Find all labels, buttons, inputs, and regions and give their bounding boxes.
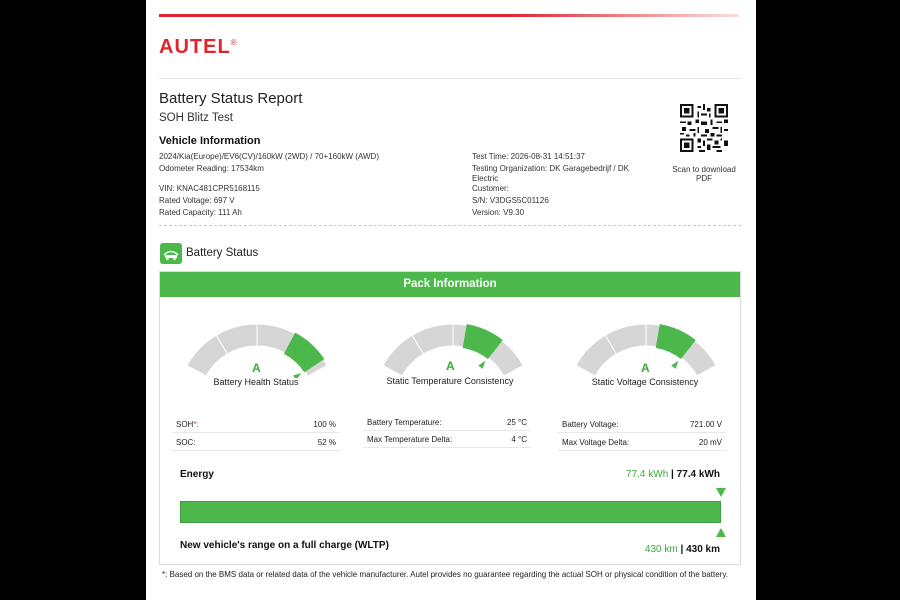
energy-current: 77.4 kWh xyxy=(626,469,669,480)
test-time-line: Test Time: 2026-08-31 14:51:37 xyxy=(472,152,585,161)
footnote: *: Based on the BMS data or related data of the vehicle manufacturer. Autel provides no guarantee regarding the actual SOH or physical condition of the battery. xyxy=(162,570,728,579)
battery-temperature-value: 25 °C xyxy=(506,418,527,427)
max-temperature-delta-label: Max Temperature Delta: xyxy=(367,435,453,444)
top-accent-line xyxy=(159,14,739,17)
range-value: 430 km | 430 km xyxy=(644,544,720,555)
battery-status-title: Battery Status xyxy=(186,247,259,259)
vin-line: VIN: KNAC481CPR5168115 xyxy=(159,184,260,193)
pack-information-header: Pack Information xyxy=(160,272,740,297)
soh-value: 100 % xyxy=(313,420,336,429)
voltage-consistency-label: Static Voltage Consistency xyxy=(591,377,699,387)
section-divider xyxy=(159,225,741,226)
range-marker-icon xyxy=(716,528,726,537)
battery-voltage-row xyxy=(558,417,726,433)
energy-bar xyxy=(180,501,721,523)
gauge-pointer xyxy=(671,361,678,369)
qr-caption xyxy=(661,165,747,183)
odometer-line: Odometer Reading: 17534km xyxy=(159,164,264,173)
range-label: New vehicle's range on a full charge (WLTP) xyxy=(180,540,389,551)
soc-label: SOC: xyxy=(176,438,196,447)
battery-health-grade: A xyxy=(252,361,261,375)
soc-row xyxy=(172,435,340,451)
energy-value: 77.4 kWh | 77.4 kWh xyxy=(626,469,720,480)
report-subtitle: SOH Blitz Test xyxy=(159,112,233,124)
voltage-consistency-grade: A xyxy=(641,361,650,375)
temperature-consistency-label: Static Temperature Consistency xyxy=(386,376,514,386)
report-page xyxy=(146,0,756,600)
version-line: Version: V9.30 xyxy=(472,208,525,217)
max-temperature-delta-value: 4 °C xyxy=(511,435,527,444)
autel-logo: AUTEL® xyxy=(159,36,238,58)
qr-caption-line1: Scan to download xyxy=(672,165,736,174)
gauge-pointer xyxy=(478,361,485,369)
range-total: 430 km xyxy=(686,544,720,555)
vehicle-info-heading: Vehicle Information xyxy=(159,135,261,147)
soc-value: 52 % xyxy=(317,438,336,447)
rated-voltage-line: Rated Voltage: 697 V xyxy=(159,196,235,205)
report-title: Battery Status Report xyxy=(159,90,303,107)
battery-status-icon xyxy=(160,243,182,264)
energy-total: 77.4 kWh xyxy=(676,469,720,480)
soh-row xyxy=(172,417,340,433)
header-divider xyxy=(159,78,741,79)
rated-capacity-line: Rated Capacity: 111 Ah xyxy=(159,208,242,217)
max-voltage-delta-value: 20 mV xyxy=(698,438,722,447)
max-temperature-delta-row xyxy=(363,432,531,448)
energy-marker-icon xyxy=(716,488,726,497)
testing-organization-line: Testing Organization: DK Garagebedrijf / DK xyxy=(472,164,629,173)
energy-label: Energy xyxy=(180,469,214,480)
vehicle-model-line: 2024/Kia(Europe)/EV6(CV)/160kW (2WD) / 70+160kW (AWD) xyxy=(159,152,379,161)
serial-number-line: S/N: V3DGS5C01126 xyxy=(472,196,549,205)
battery-temperature-row xyxy=(363,415,531,431)
max-voltage-delta-row xyxy=(558,435,726,451)
qr-caption-line2: PDF xyxy=(696,174,712,183)
temperature-consistency-grade: A xyxy=(446,359,455,373)
battery-voltage-value: 721.00 V xyxy=(689,420,722,429)
qr-code-icon[interactable] xyxy=(680,104,728,152)
customer-line: Customer: xyxy=(472,184,509,193)
range-current: 430 km xyxy=(644,544,678,555)
testing-organization-line-2: Electric xyxy=(472,174,499,183)
soh-label: SOH*: xyxy=(176,420,199,429)
battery-temperature-label: Battery Temperature: xyxy=(367,418,442,427)
battery-health-label: Battery Health Status xyxy=(213,377,299,387)
battery-voltage-label: Battery Voltage: xyxy=(562,420,619,429)
max-voltage-delta-label: Max Voltage Delta: xyxy=(562,438,630,447)
